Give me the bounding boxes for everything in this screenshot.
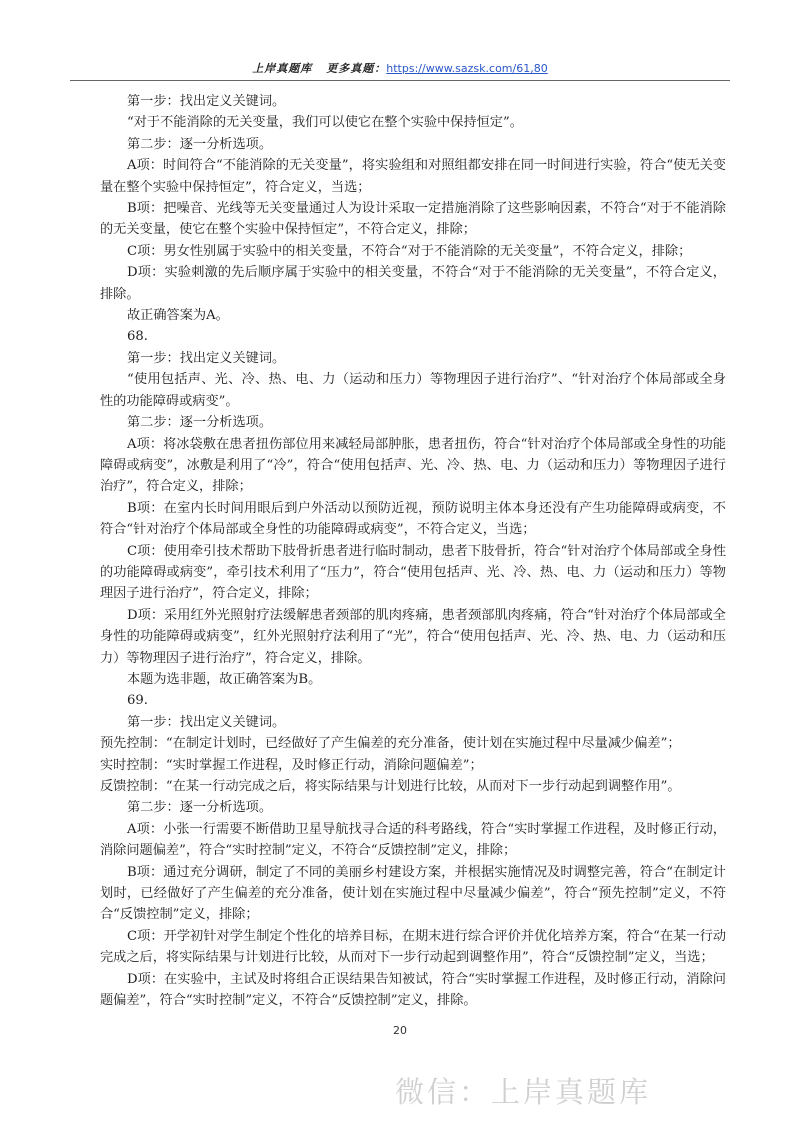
paragraph: 实时控制：“实时掌握工作进程，及时修正行动，消除问题偏差”； <box>100 757 483 773</box>
paragraph: 第一步：找出定义关键词。 <box>127 350 286 366</box>
page-header <box>70 60 730 78</box>
page-number: 20 <box>393 1024 407 1037</box>
paragraph: 第二步：逐一分析选项。 <box>127 415 273 431</box>
paragraph: B项：把噪音、光线等无关变量通过人为设计采取一定措施消除了这些影响因素，不符合“对于不能消除的无关变量，使它在整个实验中保持恒定”，不符合定义，排除； <box>100 201 726 238</box>
header-divider <box>70 80 730 81</box>
document-body <box>100 91 726 1011</box>
paragraph: 68. <box>127 329 148 345</box>
paragraph: 反馈控制：“在某一行动完成之后，将实际结果与计划进行比较，从而对下一步行动起到调整作用”。 <box>100 779 681 794</box>
paragraph: D项：在实验中，主试及时将组合正误结果告知被试，符合“实时掌握工作进程，及时修正行动，消除问题偏差”，符合“实时控制”定义，不符合“反馈控制”定义，排除。 <box>100 971 726 1009</box>
paragraph: 第二步：逐一分析选项。 <box>127 800 273 816</box>
paragraph: 预先控制：“在制定计划时，已经做好了产生偏差的充分准备，使计划在实施过程中尽量减少偏差”； <box>100 736 681 752</box>
watermark: 微信：上岸真题库 <box>395 1075 652 1109</box>
paragraph: D项：实验刺激的先后顺序属于实验中的相关变量，不符合“对于不能消除的无关变量”，不符合定义，排除。 <box>100 265 726 302</box>
paragraph: C项：使用牵引技术帮助下肢骨折患者进行临时制动，患者下肢骨折，符合“针对治疗个体局部或全身性的功能障碍或病变”，牵引技术利用了“压力”，符合“使用包括声、光、冷、热、电、力（运动和压力）等物理因子进行治疗”，符合定义，排除； <box>100 543 726 602</box>
paragraph: 69. <box>127 693 148 709</box>
header-url-link[interactable]: https://www.sazsk.com/61,80 <box>386 62 548 75</box>
paragraph: 故正确答案为A。 <box>127 308 229 324</box>
paragraph: 第一步：找出定义关键词。 <box>127 714 286 730</box>
paragraph: A项：将冰袋敷在患者扭伤部位用来减轻局部肿胀，患者扭伤，符合“针对治疗个体局部或全身性的功能障碍或病变”，冰敷是利用了“冷”，符合“使用包括声、光、冷、热、电、力（运动和压力）等物理因子进行治疗”，符合定义，排除； <box>100 436 726 495</box>
header-more-label: 更多真题： <box>326 62 387 75</box>
paragraph: 第二步：逐一分析选项。 <box>127 136 273 152</box>
paragraph: B项：在室内长时间用眼后到户外活动以预防近视，预防说明主体本身还没有产生功能障碍或病变，不符合“针对治疗个体局部或全身性的功能障碍或病变”，不符合定义，当选； <box>100 500 726 538</box>
paragraph: A项：小张一行需要不断借助卫星导航找寻合适的科考路线，符合“实时掌握工作进程，及时修正行动，消除问题偏差”，符合“实时控制”定义，不符合“反馈控制”定义，排除； <box>100 821 726 859</box>
header-brand: 上岸真题库 <box>252 62 313 75</box>
paragraph: “对于不能消除的无关变量，我们可以使它在整个实验中保持恒定”。 <box>127 115 523 131</box>
paragraph: “使用包括声、光、冷、热、电、力（运动和压力）等物理因子进行治疗”、“针对治疗个体局部或全身性的功能障碍或病变”。 <box>100 372 726 409</box>
paragraph: B项：通过充分调研，制定了不同的美丽乡村建设方案，并根据实施情况及时调整完善，符合“在制定计划时，已经做好了产生偏差的充分准备，使计划在实施过程中尽量减少偏差”，符合“预先控制”定义，不符合“反馈控制”定义，排除； <box>100 864 726 923</box>
paragraph: 第一步：找出定义关键词。 <box>127 94 286 109</box>
paragraph: A项：时间符合“不能消除的无关变量”，将实验组和对照组都安排在同一时间进行实验，符合“使无关变量在整个实验中保持恒定”，符合定义，当选； <box>100 158 726 195</box>
paragraph: C项：开学初针对学生制定个性化的培养目标，在期末进行综合评价并优化培养方案，符合“在某一行动完成之后，将实际结果与计划进行比较，从而对下一步行动起到调整作用”，符合“反馈控制”定义，当选； <box>100 928 726 966</box>
paragraph: 本题为选非题，故正确答案为B。 <box>127 671 322 687</box>
paragraph: C项：男女性别属于实验中的相关变量，不符合“对于不能消除的无关变量”，不符合定义，排除； <box>127 243 692 259</box>
paragraph: D项：采用红外光照射疗法缓解患者颈部的肌肉疼痛，患者颈部肌肉疼痛，符合“针对治疗个体局部或全身性的功能障碍或病变”，红外光照射疗法利用了“光”，符合“使用包括声、光、冷、热、电、力（运动和压力）等物理因子进行治疗”，符合定义，排除。 <box>100 607 726 666</box>
